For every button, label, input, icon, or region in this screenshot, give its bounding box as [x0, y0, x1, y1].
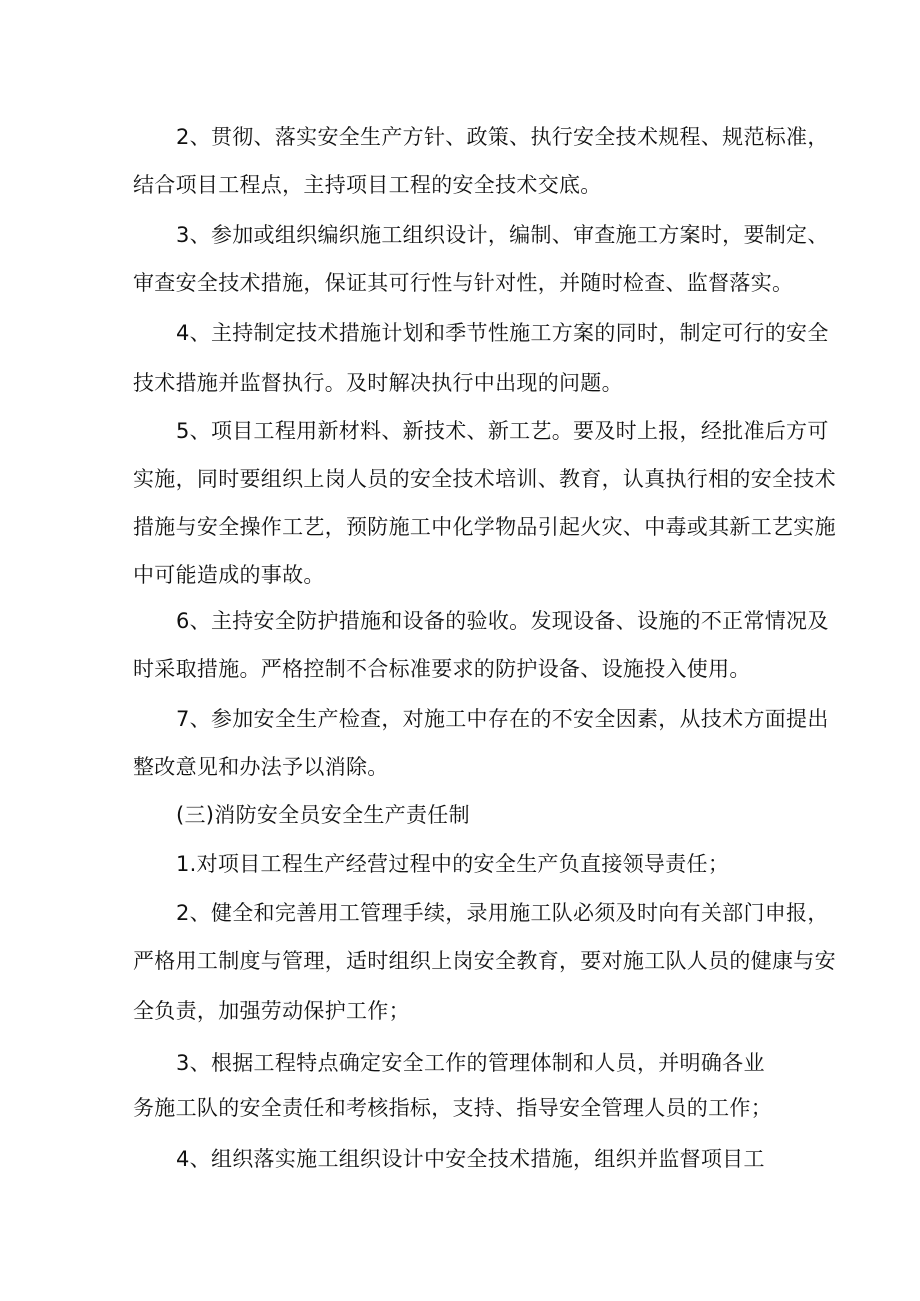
paragraph-line: 4、组织落实施工组织设计中安全技术措施，组织并监督项目工: [176, 1147, 765, 1171]
paragraph-line: 4、主持制定技术措施计划和季节性施工方案的同时，制定可行的安全: [176, 321, 829, 345]
paragraph-line: 7、参加安全生产检查，对施工中存在的不安全因素，从技术方面提出: [176, 707, 829, 731]
paragraph-line: 6、主持安全防护措施和设备的验收。发现设备、设施的不正常情况及: [176, 609, 829, 633]
paragraph-line: 2、健全和完善用工管理手续，录用施工队必须及时向有关部门申报，: [176, 901, 829, 925]
paragraph-line: 审查安全技术措施，保证其可行性与针对性，并随时检查、监督落实。: [133, 271, 794, 295]
paragraph-line: 2、贯彻、落实安全生产方针、政策、执行安全技术规程、规范标准，: [176, 125, 829, 149]
paragraph-line: 技术措施并监督执行。及时解决执行中出现的问题。: [133, 371, 623, 395]
paragraph-line: 整改意见和办法予以消除。: [133, 755, 389, 779]
paragraph-line: 务施工队的安全责任和考核指标，支持、指导安全管理人员的工作；: [133, 1096, 772, 1120]
paragraph-line: 3、根据工程特点确定安全工作的管理体制和人员，并明确各业: [176, 1051, 765, 1075]
paragraph-line: 结合项目工程点，主持项目工程的安全技术交底。: [133, 173, 602, 197]
paragraph-line: 5、项目工程用新材料、新技术、新工艺。要及时上报，经批准后方可: [176, 419, 829, 443]
paragraph-line: 时采取措施。严格控制不合标准要求的防护设备、设施投入使用。: [133, 657, 751, 681]
paragraph-line: 实施，同时要组织上岗人员的安全技术培训、教育，认真执行相的安全技术: [133, 467, 836, 491]
paragraph-line: 全负责，加强劳动保护工作；: [133, 999, 410, 1023]
paragraph-line: 严格用工制度与管理，适时组织上岗安全教育，要对施工队人员的健康与安: [133, 949, 836, 973]
paragraph-line: 1.对项目工程生产经营过程中的安全生产负直接领导责任；: [176, 852, 730, 876]
paragraph-line: 中可能造成的事故。: [133, 563, 325, 587]
paragraph-line: 措施与安全操作工艺，预防施工中化学物品引起火灾、中毒或其新工艺实施: [133, 515, 836, 539]
paragraph-line: 3、参加或组织编织施工组织设计，编制、审查施工方案时，要制定、: [176, 223, 829, 247]
section-heading: (三)消防安全员安全生产责任制: [176, 803, 470, 827]
